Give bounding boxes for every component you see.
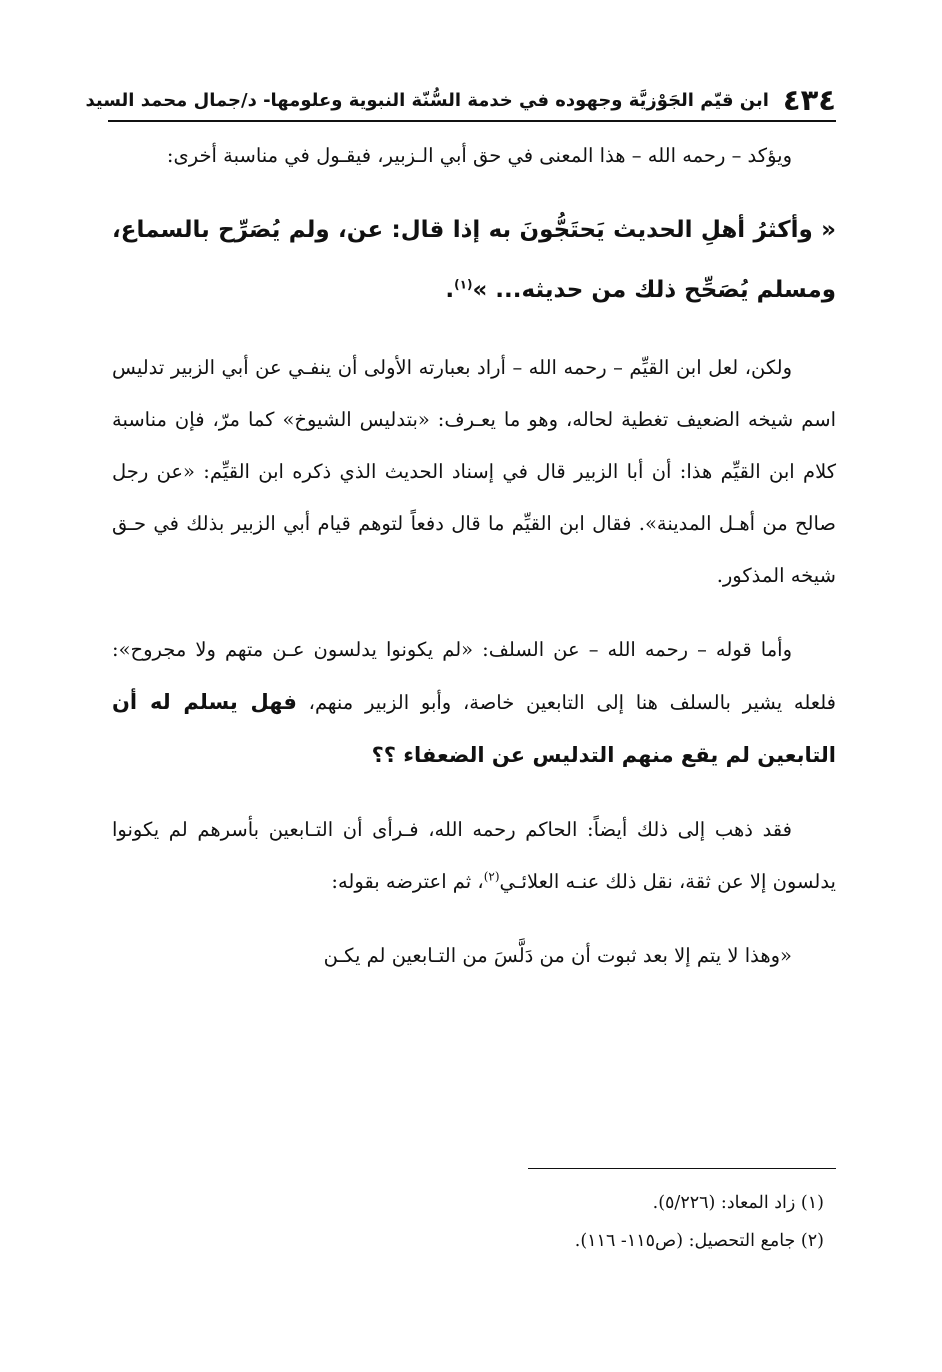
footnote-1: (١) زاد المعاد: (٥/٢٢٦). (652, 1193, 824, 1213)
paragraph-3-emphasis: فهل يسلم له أن التابعين لم يقع منهم التدليس عن الضعفاء ؟؟ (112, 690, 836, 767)
footnote-divider (528, 1168, 836, 1169)
footnote-ref-2: (٢) (483, 869, 500, 884)
footnote-2: (٢) جامع التحصيل: (ص١١٥- ١١٦). (574, 1231, 824, 1251)
paragraph-4-text: فقد ذهب إلى ذلك أيضاً: الحاكم رحمه الله، فـرأى أن التـابعين بأسرهم لم يكونوا يدلسون إلا عن ثقة، نقل ذلك عنـه العلائـي (112, 818, 836, 893)
running-head: ابن قيّم الجَوْزيَّة وجهوده في خدمة السُّنّة النبوية وعلومها- د/جمال محمد السيد (85, 89, 769, 111)
page-body (112, 130, 836, 982)
paragraph-3-text: وأما قوله – رحمه الله – عن السلف: «لم يكونوا يدلسون عـن متهم ولا مجروح»: فلعله يشير بالسلف هنا إلى التابعين خاصة، وأبو الزبير منهم، (112, 638, 836, 714)
paragraph-5: «وهذا لا يتم إلا بعد ثبوت أن من دَلَّسَ من التـابعين لم يكـن (323, 944, 792, 967)
footnotes (300, 1184, 824, 1260)
block-quote: « وأكثرُ أهلِ الحديث يَحتَجُّونَ به إذا قال: عن، ولم يُصَرِّح بالسماع، ومسلم يُصَحِّح ذلك من حديثه... »$^{(١)}$. (112, 217, 836, 303)
paragraph-1: ويؤكد – رحمه الله – هذا المعنى في حق أبي الـزبير، فيقـول في مناسبة أخرى: (166, 144, 792, 167)
page-header (85, 80, 836, 122)
paragraph-2: ولكن، لعل ابن القيِّم – رحمه الله – أراد بعبارته الأولى أن ينفـي عن أبي الزبير تدليس اسم شيخه الضعيف تغطية لحاله، وهو ما يعـرف: «بتدليس الشيوخ» كما مرّ، فإن مناسبة كلام ابن القيِّم هذا: أن أبا الزبير قال في إسناد الحديث الذي ذكره ابن القيِّم: «عن رجل صالح من أهـل المدينة». فقال ابن القيِّم ما قال دفعاً لتوهم قيام أبي الزبير بذلك في حـق شيخه المذكور. (112, 356, 836, 587)
quote-text: « وأكثرُ أهلِ الحديث يَحتَجُّونَ به إذا قال: عن، ولم يُصَرِّح بالسماع، ومسلم يُصَحِّح ذلك من حديثه... » (112, 217, 836, 303)
footnote-ref-1: (١) (454, 277, 473, 292)
page-number: ٤٣٤ (782, 83, 836, 117)
paragraph-4-tail: ، ثم اعترضه بقوله: (331, 870, 484, 893)
paragraph-4 (112, 804, 836, 908)
paragraph-3 (112, 624, 836, 782)
